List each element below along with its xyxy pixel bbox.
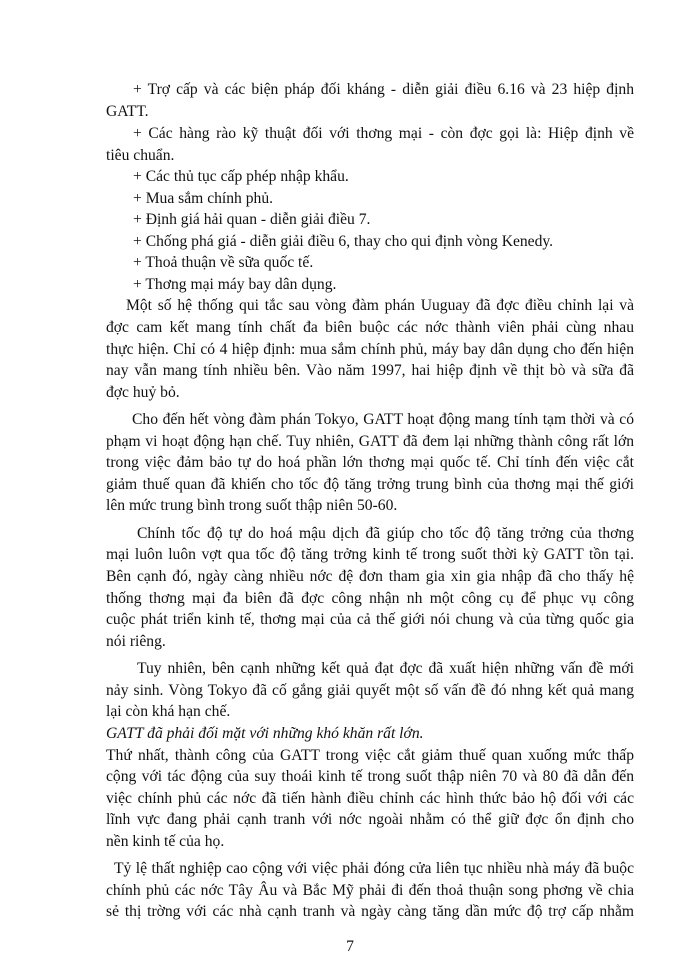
text-line: + Chống phá giá - diễn giải điều 6, thay cho qui định vòng Kenedy. <box>133 233 554 250</box>
text-line: + Các hàng rào kỹ thuật đối với thơng mại - còn đợc gọi là: Hiệp định về <box>133 125 634 142</box>
italic-heading: GATT đã phải đối mặt với những khó khăn rất lớn. <box>106 725 424 742</box>
text-line: + Định giá hải quan - diễn giải điều 7. <box>133 211 371 228</box>
text-line: Tuy nhiên, bên cạnh những kết quả đạt đợc đã xuất hiện những vấn đề mới <box>137 660 634 677</box>
text-line: phạm vi hoạt động hạn chế. Tuy nhiên, GATT đã đem lại những thành công rất lớn <box>106 433 634 450</box>
text-line: lên mức trung bình trong suốt thập niên 50-60. <box>106 497 398 514</box>
text-line: GATT. <box>106 103 149 120</box>
text-line: thực hiện. Chỉ có 4 hiệp định: mua sắm chính phủ, máy bay dân dụng cho đến hiện <box>106 341 634 358</box>
text-line: lĩnh vực đang phải cạnh tranh với nớc ngoài nhằm có thể giữ đợc ổn định cho <box>106 811 634 828</box>
text-line: đợc cam kết mang tính chất đa biên buộc các nớc thành viên phải cùng nhau <box>106 319 634 336</box>
text-line: nền kinh tế của họ. <box>106 833 225 850</box>
text-line: trong việc đảm bảo tự do hoá phần lớn thơng mại quốc tế. Chỉ tính đến việc cắt <box>106 454 634 471</box>
text-line: + Trợ cấp và các biện pháp đối kháng - diễn giải điều 6.16 và 23 hiệp định <box>133 81 634 98</box>
text-line: Tỷ lệ thất nghiệp cao cộng với việc phải đóng cửa liên tục nhiều nhà máy đã buộc <box>114 860 634 877</box>
text-line: + Các thủ tục cấp phép nhập khẩu. <box>133 168 349 185</box>
text-line: việc chính phủ các nớc đã tiến hành điều chỉnh các hình thức bảo hộ đối với các <box>106 790 634 807</box>
text-line: Thứ nhất, thành công của GATT trong việc cắt giảm thuế quan xuống mức thấp <box>106 747 634 764</box>
text-line: cộng với tác động của suy thoái kinh tế trong suốt thập niên 70 và 80 đã dẫn đến <box>106 768 634 785</box>
text-line: cuộc phát triển kinh tế, thơng mại của cả thế giới nói chung và của từng quốc gia <box>106 611 634 628</box>
text-line: Bên cạnh đó, ngày càng nhiều nớc đệ đơn tham gia xin gia nhập đã cho thấy hệ <box>106 568 634 585</box>
text-line: mại luôn luôn vợt qua tốc độ tăng trởng kinh tế trong suốt thời kỳ GATT tồn tại. <box>106 546 634 563</box>
text-line: giảm thuế quan đã khiến cho tốc độ tăng trởng trung bình của thơng mại thế giới <box>106 476 634 493</box>
text-line: nảy sinh. Vòng Tokyo đã cố gắng giải quyết một số vấn đề đó nhng kết quả mang <box>106 682 634 699</box>
page-number: 7 <box>346 938 354 955</box>
text-line: + Mua sắm chính phủ. <box>133 190 274 207</box>
text-line: lại còn khá hạn chế. <box>106 703 231 720</box>
text-line: nói riêng. <box>106 633 166 650</box>
text-line: nay vẫn mang tính nhiều bên. Vào năm 1997, hai hiệp định về thịt bò và sữa đã <box>106 362 634 379</box>
text-line: Chính tốc độ tự do hoá mậu dịch đã giúp cho tốc độ tăng trởng của thơng <box>137 525 634 542</box>
text-line: sẻ thị trờng với các nhà cạnh tranh và ngày càng tăng dần mức độ trợ cấp nhằm <box>106 903 634 920</box>
text-line: Cho đến hết vòng đàm phán Tokyo, GATT hoạt động mang tính tạm thời và có <box>132 411 634 428</box>
text-line: Một số hệ thống qui tắc sau vòng đàm phán Uuguay đã đợc điều chỉnh lại và <box>126 297 634 314</box>
text-line: thống thơng mại đa biên đã đợc công nhận nh một công cụ để phục vụ công <box>106 590 634 607</box>
text-line: + Thơng mại máy bay dân dụng. <box>133 276 337 293</box>
text-line: tiêu chuẩn. <box>106 147 175 164</box>
text-line: chính phủ các nớc Tây Âu và Bắc Mỹ phải đi đến thoả thuận song phơng về chia <box>106 882 634 899</box>
text-line: đợc huỷ bỏ. <box>106 384 180 401</box>
text-line: + Thoả thuận về sữa quốc tế. <box>133 254 314 271</box>
